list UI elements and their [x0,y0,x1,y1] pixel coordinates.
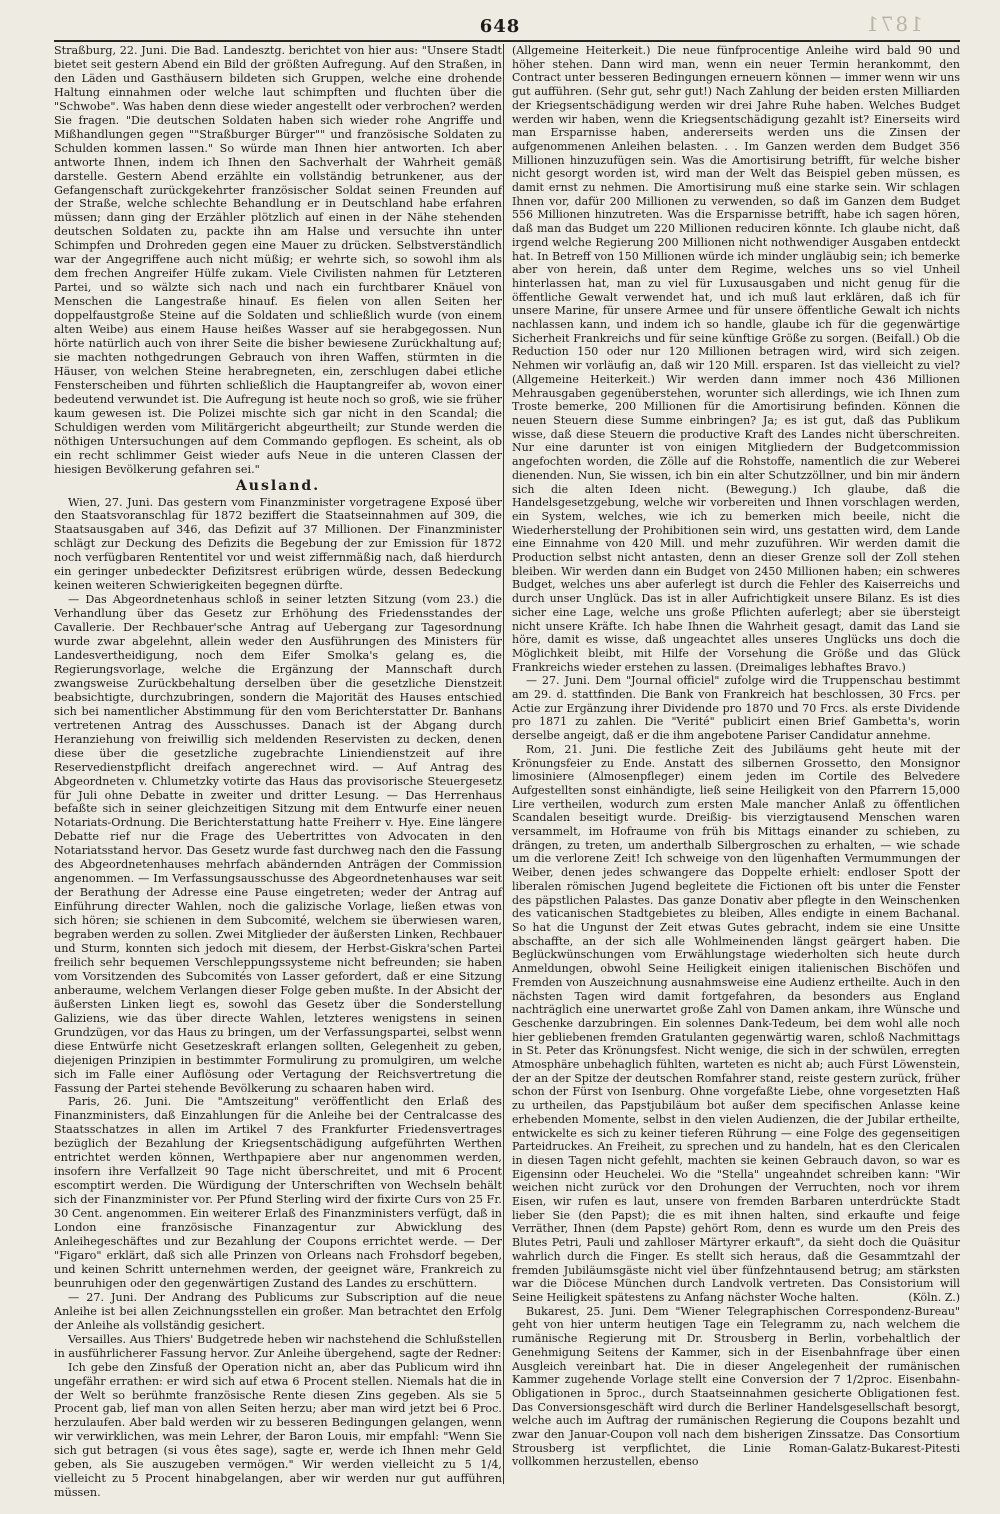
article-versailles: Versailles. Aus Thiers' Budgetrede heben wir nachstehend die Schlußstellen in ausführlicherer Fassung hervor. Zur Anleihe übergehend, sagte der Redner: [54,1332,502,1360]
bleed-through-text: 1871 [864,12,923,36]
left-column [54,44,502,1500]
article-rom-text: Rom, 21. Juni. Die festliche Zeit des Jubiläums geht heute mit der Krönungsfeier zu Ende. Anstatt des silbernen Grossetto, den Monsignor limosiniere (Almosenpfleger) einem jeden im Cortile des Belvedere Aufgestellten sonst einhändigte, ließ seine Heiligkeit von den Pfarrern 15,000 Lire vertheilen, wodurch zum ersten Male mancher Anlaß zu öffentlichen Scandalen beseitigt wurde. Dreißig- bis vierzigtausend Menschen waren versammelt, im Hofraume von früh bis Mittags einander zu schieben, zu drängen, zu treten, um anderthalb Silbergroschen zu erhalten, — wie schade um die verlorene Zeit! Ich schweige von den lügenhaften Vermummungen der Weiber, denen jedes schwangere das Doppelte erhielt: endloser Spott der liberalen römischen Jugend begleitete die Fictionen oft bis unter die Fenster des päpstlichen Palastes. Das ganze Donativ aber pflegte in den Weinschenken des vaticanischen Stadtgebietes zu bleiben, Alles endigte in einem Bachanal. So hat die Ungunst der Zeit etwas Gutes gebracht, indem sie eine Unsitte abschaffte, an der sich alle Wohlmeinenden längst geärgert haben. Die Beglückwünschungen vom Erwählungstage wiederholten sich heute durch Anmeldungen, obwohl Seine Heiligkeit einigen italienischen Bischöfen und Fremden von Auszeichnung ausnahmsweise eine Audienz ertheilte. Auch in den nächsten Tagen wird damit fortgefahren, da besonders aus England nachträglich eine unerwartet große Zahl von Damen ankam, ihre Wünsche und Geschenke darzubringen. Ein solennes Dank-Tedeum, bei dem wohl alle noch hier gebliebenen fremden Gratulanten gegenwärtig waren, schloß Nachmittags in St. Peter das Krönungsfest. Nicht wenige, die sich in der schwülen, erregten Atmosphäre unbehaglich fühlten, warteten es nicht ab; auch Fürst Löwenstein, der an der Spitze der deutschen Romfahrer stand, reiste gestern zurück, früher schon der Fürst von Isenburg. Ohne vorgefaßte Liebe, ohne vorgesetzten Haß zu urtheilen, das Papstjubiläum bot außer dem specifischen Anlasse keine erhebenden Momente, selbst in den vielen Audienzen, die der Jubilar ertheilte, entwickelte es sich zu keiner tieferen Rührung — eine Folge des gegenseitigen Parteidruckes. An Freiheit, zu sprechen und zu handeln, hat es den Clericalen in diesen Tagen nicht gefehlt, machten sie keinen Gebrauch davon, so war es Eigensinn oder Heuchelei. Wo die "Stella" ungeahndet schreiben kann: "Wir weichen nicht zurück vor den Drohungen der Verruchten, noch vor ihrem Eisen, wir rufen es laut, unsere von fremden Barbaren unterdrückte Stadt lieber Sie (den Papst); die es mit ihnen halten, sind erkaufte und feige Verräther, Ihnen (dem Papste) gehört Rom, denn es wurde um den Preis des Blutes Petri, Pauli und zahlloser Märtyrer erkauft", da sieht doch die Quäsitur wahrlich durch die Finger. Es stellt sich heraus, daß die Gesammtzahl der fremden Jubiläumsgäste nicht viel über fünfzehntausend betrug; am stärksten war die Diöcese München durch Landvolk vertreten. Das Consistorium will Seine Heiligkeit spätestens zu Anfang nächster Woche halten. [512,742,960,1304]
section-heading-ausland: Ausland. [235,477,321,494]
article-wien: Wien, 27. Juni. Das gestern vom Finanzminister vorgetragene Exposé über den Staatsvoranschlag für 1872 beziffert die Staatseinnahmen auf 309, die Staatsausgaben auf 346, das Defizit auf 37 Millionen. Der Finanzminister schlägt zur Deckung des Defizits die Begebung der zur Emission für 1872 noch verfügbaren Rententitel vor und weist ziffernmäßig nach, daß hierdurch ein geringer unbedeckter Defizitsrest erübrigen würde, dessen Bedeckung keinen weiteren Schwierigkeiten begegnen dürfte. [54,495,502,593]
article-journal-officiel: — 27. Juni. Dem "Journal officiel" zufolge wird die Truppenschau bestimmt am 29. d. stattfinden. Die Bank von Frankreich hat beschlossen, 30 Frcs. per Actie zur Ergänzung ihrer Dividende pro 1870 und 70 Frcs. als erste Dividende pro 1871 zu zahlen. Die "Verité" publicirt einen Brief Gambetta's, worin derselbe angeigt, daß er die ihm angebotene Pariser Candidatur annehme. [512,674,960,743]
article-thiers-speech: Ich gebe den Zinsfuß der Operation nicht an, aber das Publicum wird ihn ungefähr errathen: er wird sich auf etwa 6 Procent stellen. Niemals hat die in der Welt so berühmte französische Rente diesen Zins gegeben. Als sie 5 Procent gab, lief man von allen Seiten herzu; aber man wird jetzt bei 6 Proc. herzulaufen. Aber bald werden wir zu besseren Bedingungen gelangen, wenn wir verwirklichen, was mein Lehrer, der Baron Louis, mir empfahl: "Wenn Sie sich gut betragen (si vous êtes sage), sagte er, werde ich Ihnen mehr Geld geben, als Sie auszugeben vermögen." Wir werden vielleicht zu 5 1/4, vielleicht zu 5 Procent hinabgelangen, aber wir werden nur gut aufführen müssen. [54,1360,502,1500]
header-rule [54,40,960,42]
article-wien-abgeordnetenhaus: — Das Abgeordnetenhaus schloß in seiner letzten Sitzung (vom 23.) die Verhandlung über das Gesetz zur Erhöhung des Friedensstandes der Cavallerie. Der Rechbauer'sche Antrag auf Uebergang zur Tagesordnung wurde zwar abgelehnt, allein weder den Ausführungen des Ministers für Landesvertheidigung, noch dem Eifer Smolka's gelang es, die Regierungsvorlage, welche die Ergänzung der Mannschaft durch zwangsweise Zurückbehaltung derselben über die gesetzliche Dienstzeit beabsichtigte, durchzubringen, sondern die Majorität des Hauses entschied sich bei namentlicher Abstimmung für den vom Berichterstatter Dr. Banhans vertretenen Antrag des Ausschusses. Danach ist der Abgang durch Heranziehung von freiwillig sich meldenden Reservisten zu decken, denen diese über die gesetzliche zugebrachte Liniendienstzeit auf ihre Reservedienstpflicht dreifach angerechnet wird. — Auf Antrag des Abgeordneten v. Chlumetzky votirte das Haus das provisorische Steuergesetz für Juli ohne Debatte in zweiter und dritter Lesung. — Das Herrenhaus befaßte sich in seiner gleichzeitigen Sitzung mit dem Entwurfe einer neuen Notariats-Ordnung. Die Berichterstattung hatte Freiherr v. Hye. Eine längere Debatte rief nur die Frage des Uebertrittes von Advocaten in den Notariatsstand hervor. Das Gesetz wurde fast durchweg nach den die Fassung des Abgeordnetenhauses mehrfach abändernden Anträgen der Commission angenommen. — Im Verfassungsausschusse des Abgeordnetenhauses war seit der Berathung der Adresse eine Pause eingetreten; weder der Antrag auf Einführung directer Wahlen, noch die galizische Vorlage, ließen etwas von sich hören; sie schienen in dem Subcomité, welchem sie überwiesen waren, begraben werden zu sollen. Zwei Mitglieder der äußersten Linken, Rechbauer und Sturm, konnten sich jedoch mit diesem, der Herbst-Giskra'schen Partei freilich sehr bequemen Verschleppungssysteme nicht befreunden; sie haben vom Vorsitzenden des Subcomités von Lasser gefordert, daß er eine Sitzung anberaume, welchem Verlangen dieser Folge geben mußte. In der Absicht der äußersten Linken liegt es, sowohl das Gesetz über die Sonderstellung Galiziens, wie das über directe Wahlen, letzteres wenigstens in seinen Grundzügen, vor das Haus zu bringen, um der Verfassungspartei, selbst wenn diese Entwürfe nicht Gesetzeskraft erlangen sollten, Gelegenheit zu geben, diejenigen Prinzipien in bestimmter Formulirung zu promulgiren, um welche sich im Falle einer Auflösung oder Vertagung der Reichsvertretung die Fassung der Partei stehende Bevölkerung zu schaaren haben wird. [54,593,502,1095]
article-bukarest: Bukarest, 25. Juni. Dem "Wiener Telegraphischen Correspondenz-Bureau" geht von hier unterm heutigen Tage ein Telegramm zu, nach welchem die rumänische Regierung mit Dr. Strousberg in Berlin, vorbehaltlich der Genehmigung Seitens der Kammer, sich in der Eisenbahnfrage über einen Ausgleich vereinbart hat. Die in dieser Angelegenheit der rumänischen Kammer zugehende Vorlage stellt eine Conversion der 7 1/2proc. Eisenbahn-Obligationen in 5proc., durch Staatseinnahmen gesicherte Obligationen fest. Das Conversionsgeschäft wird durch die Berliner Handelsgesellschaft besorgt, welche auch im Auftrag der rumänischen Regierung die Coupons bezahlt und zwar den Januar-Coupon voll nach dem bisherigen Zinssatze. Das Consortium Strousberg ist verpflichtet, die Linie Roman-Galatz-Bukarest-Pitesti vollkommen herzustellen, ebenso [512,1304,960,1469]
page-number: 648 [479,16,521,37]
article-paris: Paris, 26. Juni. Die "Amtszeitung" veröffentlicht den Erlaß des Finanzministers, daß Einzahlungen für die Anleihe bei der Centralcasse des Staatsschatzes in allen im Artikel 7 des Frankfurter Friedensvertrages bezüglich der Bezahlung der Kriegsentschädigung aufgeführten Werthen entrichtet werden können, Werthpapiere aber nur angenommen werden, insofern ihre Verfallzeit 90 Tage nicht überschreitet, und mit 6 Procent escomptirt werden. Die Würdigung der Unterschriften von Wechseln behält sich der Finanzminister vor. Per Pfund Sterling wird der fixirte Curs von 25 Fr. 30 Cent. angenommen. Ein weiterer Erlaß des Finanzministers verfügt, daß in London eine französische Finanzagentur zur Abwicklung des Anleihegeschäftes und zur Bezahlung der Coupons errichtet werde. — Der "Figaro" erklärt, daß sich alle Prinzen von Orleans nach Frohsdorf begeben, und keinen Schritt unternehmen werden, der geeignet wäre, Frankreich zu beunruhigen oder den gegenwärtigen Zustand des Landes zu erschüttern. [54,1095,502,1290]
column-divider [503,44,504,1484]
article-paris-anleihe: — 27. Juni. Der Andrang des Publicums zur Subscription auf die neue Anleihe ist bei allen Zeichnungsstellen ein großer. Man betrachtet den Erfolg der Anleihe als vollständig gesichert. [54,1290,502,1332]
article-strassburg: Straßburg, 22. Juni. Die Bad. Landesztg. berichtet von hier aus: "Unsere Stadt bietet seit gestern Abend ein Bild der größten Aufregung. Auf den Straßen, in den Läden und Gasthäusern bildeten sich Gruppen, welche eine drohende Haltung einnahmen oder welche laut schimpften und fluchten über die "Schwobe". Was haben denn diese wieder angestellt oder verbrochen? werden Sie fragen. "Die deutschen Soldaten haben sich wieder rohe Angriffe und Mißhandlungen gegen ""Straßburger Bürger"" und französische Soldaten zu Schulden kommen lassen." So würde man Ihnen hier antworten. Ich aber antworte Ihnen, indem ich Ihnen den Sachverhalt der Wahrheit gemäß darstelle. Gestern Abend erzählte ein vollständig betrunkener, aus der Gefangenschaft zurückgekehrter französischer Soldat seinen Freunden auf der Straße, welche schlechte Behandlung er in Deutschland habe erfahren müssen; dann ging der Erzähler plötzlich auf einen in der Nähe stehenden deutschen Soldaten zu, packte ihn am Halse und versuchte ihn unter Schimpfen und Drohreden gegen eine Mauer zu drücken. Selbstverständlich war der Angegriffene auch nicht müßig; er wehrte sich, so sowohl ihm als dem frechen Angreifer Hülfe zukam. Viele Civilisten nahmen für Letzteren Partei, und so wälzte sich nach und nach ein furchtbarer Knäuel von Menschen die Langestraße hinauf. Es fielen von allen Seiten her doppelfaustgroße Steine auf die Soldaten und schließlich wurde (von einem alten Weibe) aus einem Hause heißes Wasser auf sie herabgegossen. Nun hörte natürlich auch von ihrer Seite die bisher bewiesene Zurückhaltung auf; sie machten nothgedrungen Gebrauch von ihren Waffen, stürmten in die Häuser, von welchen Steine herabregneten, ein, zerschlugen dabei etliche Fensterscheiben und führten schließlich die Hauptangreifer ab, wovon einer bedeutend verwundet ist. Die Aufregung ist heute noch so groß, wie sie früher kaum gewesen ist. Die Polizei mischte sich gar nicht in den Scandal; die Schuldigen werden vom Militärgericht abgeurtheilt; zur Stunde werden die nöthigen Untersuchungen auf dem Commando gepflogen. Es scheint, als ob ein recht schlimmer Geist wieder aufs Neue in die unteren Classen der hiesigen Bevölkerung gefahren sei." [54,44,502,476]
right-column [512,44,960,1469]
source-signature: (Köln. Z.) [908,1290,960,1304]
article-thiers-speech-cont: (Allgemeine Heiterkeit.) Die neue fünfprocentige Anleihe wird bald 90 und höher stehen. Dann wird man, wenn ein neuer Termin herankommt, den Contract unter besseren Bedingungen erneuern können — immer wenn wir uns gut aufführen. (Sehr gut, sehr gut!) Nach Zahlung der beiden ersten Milliarden der Kriegsentschädigung werden wir drei Jahre Ruhe haben. Welches Budget werden wir haben, wenn die Kriegsentschädigung gezahlt ist? Einerseits wird man Ersparnisse haben, andererseits werden uns die Zinsen der aufgenommenen Anleihen belasten. . . Im Ganzen werden dem Budget 356 Millionen hinzuzufügen sein. Was die Amortisirung betrifft, für welche bisher nicht gesorgt worden ist, wird man der Welt das Beispiel geben müssen, es damit ernst zu nehmen. Die Amortisirung muß eine starke sein. Wir schlagen Ihnen vor, dafür 200 Millionen zu verwenden, so daß im Ganzen dem Budget 556 Millionen hinzutreten. Was die Ersparnisse betrifft, habe ich sagen hören, daß man das Budget um 220 Millionen reduciren könnte. Ich glaube nicht, daß irgend welche Regierung 200 Millionen nicht nothwendiger Ausgaben entdeckt hat. In Betreff von 150 Millionen würde ich minder ungläubig sein; ich bemerke aber von herein, daß unter dem Regime, welches uns so viel Unheil hinterlassen hat, man zu viel für Luxusausgaben und nicht genug für die öffentliche Gewalt verwendet hat, und ich muß laut erklären, daß ich für unsere Marine, für unsere Armee und für unsere öffentliche Gewalt ich nichts nachlassen kann, und indem ich so handle, glaube ich für die gegenwärtige Sicherheit Frankreichs und für seine künftige Größe zu sorgen. (Beifall.) Ob die Reduction 150 oder nur 120 Millionen betragen wird, wird sich zeigen. Nehmen wir vorläufig an, daß wir 120 Mill. ersparen. Ist das vielleicht zu viel? (Allgemeine Heiterkeit.) Wir werden dann immer noch 436 Millionen Mehrausgaben gegenüberstehen, worunter sich allerdings, wie ich Ihnen zum Troste bemerke, 200 Millionen für die Amortisirung befinden. Können die neuen Steuern diese Summe einbringen? Ja; es ist gut, daß das Publikum wisse, daß diese Steuern die productive Kraft des Landes nicht überschreiten. Nur eine darunter ist von einigen Mitgliedern der Budgetcommission angefochten worden, die Zölle auf die Rohstoffe, namentlich die zur Weberei dienenden. Nun, Sie wissen, ich bin ein alter Schutzzöllner, und bin mir ändern sich die alten Ideen nicht. (Bewegung.) Ich glaube, daß die Handelsgesetzgebung, welche wir vorbereiten und Ihnen vorschlagen werden, ein System, welches, wie ich zu bemerken mich beeile, nicht die Wiederherstellung der Prohibitionen sein wird, uns gestatten wird, dem Lande eine Einnahme von 420 Mill. und mehr zuzuführen. Wir werden damit die Production selbst nicht antasten, denn an dieser Grenze soll der Zoll stehen bleiben. Wir werden dann ein Budget von 2450 Millionen haben; ein schweres Budget, welches uns aber auferlegt ist durch die Fehler des Kaiserreichs und durch unser Unglück. Das ist in aller Aufrichtigkeit unsere Bilanz. Es ist dies sicher eine Lage, welche uns große Pflichten auferlegt; aber sie übersteigt nicht unsere Kräfte. Ich habe Ihnen die Wahrheit gesagt, damit das Land sie höre, damit es wisse, daß ungeachtet alles unseres Unglücks uns doch die Möglichkeit bleibt, mit Hilfe der Vorsehung die Größe und das Glück Frankreichs wieder erstehen zu lassen. (Dreimaliges lebhaftes Bravo.) [512,44,960,674]
article-rom [512,743,960,1305]
